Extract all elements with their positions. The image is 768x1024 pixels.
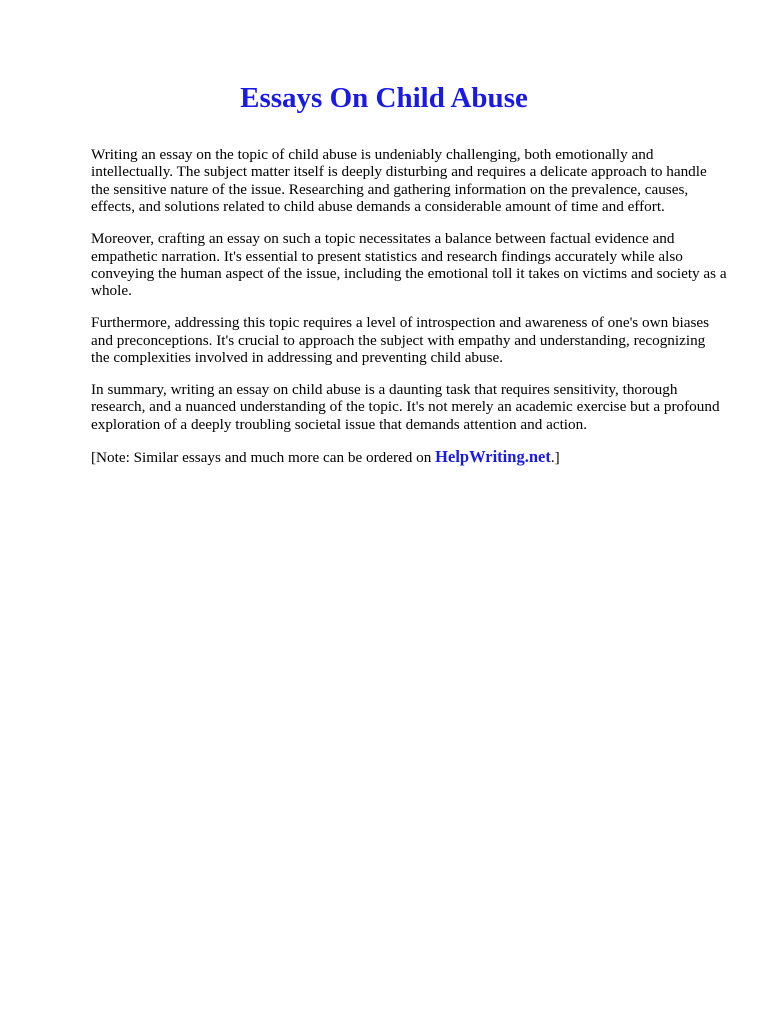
helpwriting-link[interactable]: HelpWriting.net xyxy=(435,446,551,466)
note-prefix: [Note: Similar essays and much more can be ordered on xyxy=(91,448,436,466)
paragraph-3: Furthermore, addressing this topic requires a level of introspection and awareness of one's own biases and preconceptions. It's crucial to approach the subject with empathy and understanding, recognizing the complexities involved in addressing and preventing child abuse. xyxy=(91,314,710,367)
paragraph-2: Moreover, crafting an essay on such a topic necessitates a balance between factual evidence and empathetic narration. It's essential to present statistics and research findings accurately while also conveying the human aspect of the issue, including the emotional toll it takes on victims and society as a whole. xyxy=(91,230,727,300)
page-title: Essays On Child Abuse xyxy=(240,82,528,114)
paragraph-1: Writing an essay on the topic of child abuse is undeniably challenging, both emotionally and intellectually. The subject matter itself is deeply disturbing and requires a delicate approach to handle the sensitive nature of the issue. Researching and gathering information on the prevalence, causes, effects, and solutions related to child abuse demands a considerable amount of time and effort. xyxy=(91,146,707,216)
paragraph-4: In summary, writing an essay on child abuse is a daunting task that requires sensitivity, thorough research, and a nuanced understanding of the topic. It's not merely an academic exercise but a profound exploration of a deeply troubling societal issue that demands attention and action. xyxy=(91,380,720,433)
document-body xyxy=(91,146,727,481)
note-paragraph xyxy=(91,448,727,466)
note-suffix: .] xyxy=(550,448,560,466)
